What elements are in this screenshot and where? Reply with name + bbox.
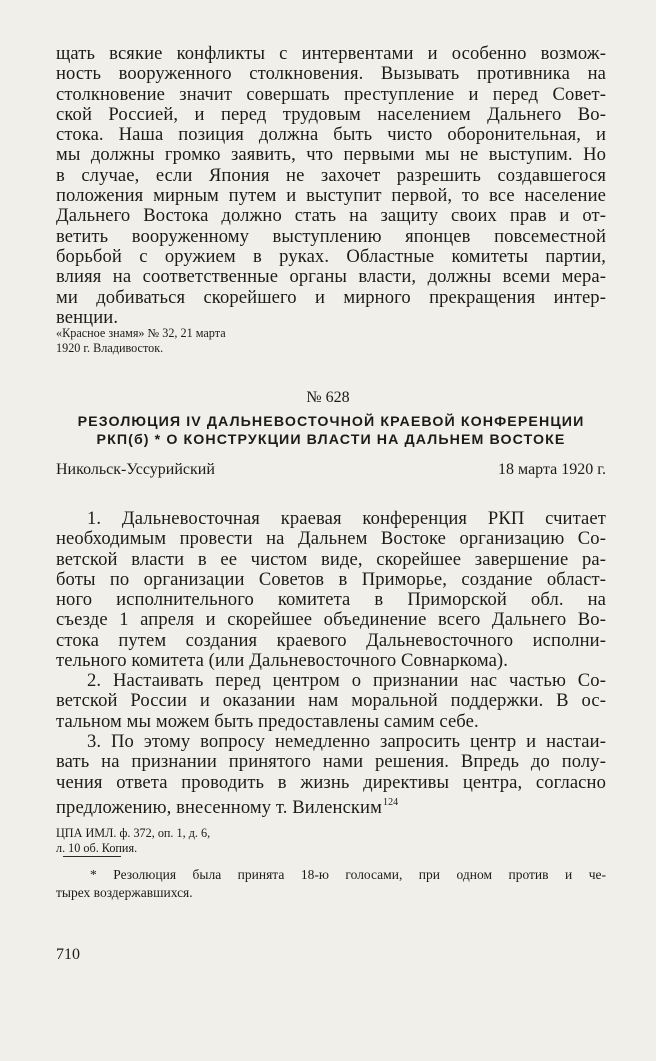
footnote <box>56 866 606 902</box>
text-line: ного исполнительного комитета в Приморской обл. на <box>56 589 606 611</box>
text-line: чения ответа проводить в жизнь директивы центра, согласно <box>56 771 606 793</box>
text-line: стока путем создания краевого Дальневосточного исполни- <box>56 629 606 651</box>
source-line: 1920 г. Владивосток. <box>56 341 164 355</box>
resolution-point-1 <box>56 509 606 671</box>
text-line: ветить вооруженному выступлению японцев повсеместной <box>56 225 606 247</box>
text-line: вать на признании принятого нами решения. Впредь до полу- <box>56 751 606 773</box>
text-line: ми добиваться скорейшего и мирного прекращения интер- <box>56 286 606 308</box>
footnote-line: * Резолюция была принята 18-ю голосами, при одном против и че- <box>90 867 606 882</box>
text-line: венции. <box>56 306 119 328</box>
document-place: Никольск-Уссурийский <box>56 461 215 478</box>
text-line: в случае, если Япония не захочет разрешить создавшегося <box>56 164 606 186</box>
text-line-content: предложению, внесенному т. Виленским <box>56 796 382 818</box>
text-line: ность вооруженного столкновения. Вызывать противника на <box>56 63 606 85</box>
text-line: ветской власти в ее чистом виде, скорейшее завершение ра- <box>56 548 606 570</box>
text-line: боты по организации Советов в Приморье, создание област- <box>56 568 606 590</box>
title-line: РЕЗОЛЮЦИЯ IV ДАЛЬНЕВОСТОЧНОЙ КРАЕВОЙ КОНФЕРЕНЦИИ <box>77 414 585 430</box>
text-line: ветской России и оказании нам моральной поддержки. В ос- <box>56 690 606 712</box>
text-line: стока. Наша позиция должна быть чисто оборонительная, и <box>56 124 606 146</box>
text-line: борьбой с оружием в руках. Областные комитеты партии, <box>56 245 606 267</box>
text-line: тельного комитета (или Дальневосточного Совнаркома). <box>56 650 508 672</box>
text-line: положения мирным путем и выступит первой, то все население <box>56 185 606 207</box>
resolution-point-2 <box>56 671 606 732</box>
source-line: ЦПА ИМЛ. ф. 372, оп. 1, д. 6, <box>56 826 211 840</box>
text-line: 1. Дальневосточная краевая конференция РКП считает <box>87 508 606 529</box>
source-line: «Красное знамя» № 32, 21 марта <box>56 326 226 340</box>
text-line <box>56 793 606 818</box>
text-line: ской Россией, и перед трудовым населением Дальнего Во- <box>56 103 606 125</box>
text-line: влияя на соответственные органы власти, должны всеми мера- <box>56 266 606 288</box>
text-line: Дальнего Востока должно стать на защиту своих прав и от- <box>56 205 606 227</box>
text-line: 3. По этому вопросу немедленно запросить центр и настаи- <box>87 731 606 752</box>
text-line: съезде 1 апреля и скорейшее объединение всего Дальнего Во- <box>56 609 606 631</box>
title-line: РКП(б) * О КОНСТРУКЦИИ ВЛАСТИ НА ДАЛЬНЕМ ВОСТОКЕ <box>96 431 566 448</box>
text-line: щать всякие конфликты с интервентами и особенно возмож- <box>56 43 606 64</box>
document-date: 18 марта 1920 г. <box>498 461 606 478</box>
archive-citation <box>56 826 356 856</box>
source-citation <box>56 326 356 356</box>
source-line: л. 10 об. Копия. <box>56 841 138 855</box>
document-number: № 628 <box>306 389 350 406</box>
page-number: 710 <box>56 946 80 963</box>
text-line: тальном мы можем быть предоставлены самим себе. <box>56 710 479 732</box>
continued-paragraph <box>56 44 606 328</box>
resolution-point-3 <box>56 732 606 818</box>
text-line: необходимым провести на Дальнем Востоке организацию Со- <box>56 528 606 550</box>
footnote-divider <box>63 856 121 857</box>
document-title <box>56 414 606 449</box>
text-line: мы должны громко заявить, что первыми мы не выступим. Но <box>56 144 606 166</box>
endnote-reference: 124 <box>382 796 399 808</box>
footnote-line: тырех воздержавшихся. <box>56 885 193 900</box>
text-line: столкновение значит совершать преступление и перед Совет- <box>56 83 606 105</box>
text-line: 2. Настаивать перед центром о признании нас частью Со- <box>87 670 606 691</box>
